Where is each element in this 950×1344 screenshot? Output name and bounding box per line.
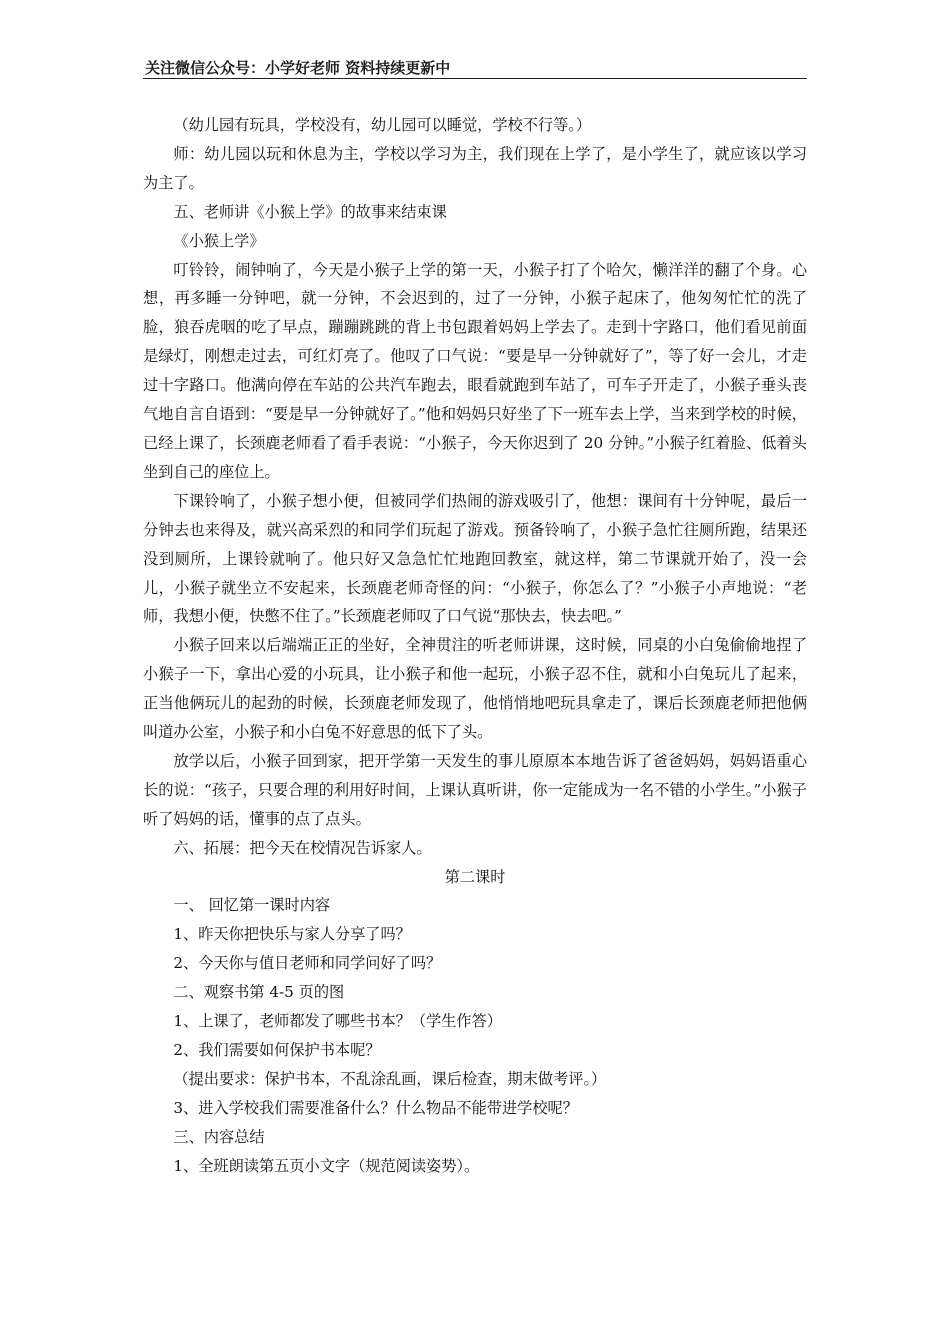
list-item: 2、我们需要如何保护书本呢？ bbox=[173, 1041, 381, 1059]
story-title: 《小猴上学》 bbox=[173, 231, 265, 250]
paragraph: 师：幼儿园以玩和休息为主，学校以学习为主，我们现在上学了，是小学生了，就应该以学习为主了。 bbox=[143, 144, 807, 192]
header-text: 关注微信公众号：小学好老师 资料持续更新中 bbox=[145, 59, 451, 77]
paragraph: 放学以后，小猴子回到家，把开学第一天发生的事儿原原本本地告诉了爸爸妈妈，妈妈语重心长的说：“孩子，只要合理的利用好时间，上课认真听讲，你一定能成为一名不错的小学生。”小猴子听了妈妈的话，懂事的点了点头。 bbox=[143, 751, 807, 828]
list-item: 1、昨天你把快乐与家人分享了吗？ bbox=[173, 925, 411, 944]
section-heading: 一、 回忆第一课时内容 bbox=[173, 896, 331, 915]
section-heading: 二、观察书第 4-5 页的图 bbox=[173, 983, 345, 1002]
section-heading: 三、内容总结 bbox=[173, 1127, 265, 1146]
paragraph: 叮铃铃，闹钟响了，今天是小猴子上学的第一天，小猴子打了个哈欠，懒洋洋的翻了个身。心想，再多睡一分钟吧，就一分钟，不会迟到的，过了一分钟，小猴子起床了，他匆匆忙忙的洗了脸，狼吞虎咽的吃了早点，蹦蹦跳跳的背上书包跟着妈妈上学去了。走到十字路口，他们看见前面是绿灯，刚想走过去，可红灯亮了。他叹了口气说：“要是早一分钟就好了”，等了好一会儿，才走过十字路口。他满向停在车站的公共汽车跑去，眼看就跑到车站了，可车子开走了，小猴子垂头丧气地自言自语到：“要是早一分钟就好了。”他和妈妈只好坐了下一班车去上学，当来到学校的时候，已经上课了，长颈鹿老师看了看手表说：“小猴子，今天你迟到了 20 分钟。”小猴子红着脸、低着头坐到自己的座位上。 bbox=[143, 260, 807, 481]
section-heading: 五、老师讲《小猴上学》的故事来结束课 bbox=[173, 202, 447, 221]
list-item: 1、上课了，老师都发了哪些书本？（学生作答） bbox=[173, 1012, 502, 1031]
lesson-title: 第二课时 bbox=[444, 867, 506, 886]
paragraph: 下课铃响了，小猴子想小便，但被同学们热闹的游戏吸引了，他想：课间有十分钟呢，最后一分钟去也来得及，就兴高采烈的和同学们玩起了游戏。预备铃响了，小猴子急忙往厕所跑，结果还没到厕所，上课铃就响了。他只好又急急忙忙地跑回教室，就这样，第二节课就开始了，没一会儿，小猴子就坐立不安起来，长颈鹿老师奇怪的问：“小猴子，你怎么了？”小猴子小声地说：“老师，我想小便，快憋不住了。”长颈鹿老师叹了口气说“那快去，快去吧。” bbox=[143, 491, 807, 626]
paragraph: 小猴子回来以后端端正正的坐好，全神贯注的听老师讲课，这时候，同桌的小白兔偷偷地捏了小猴子一下，拿出心爱的小玩具，让小猴子和他一起玩，小猴子忍不住，就和小白兔玩儿了起来，正当他俩玩儿的起劲的时候，长颈鹿老师发现了，他悄悄地吧玩具拿走了，课后长颈鹿老师把他俩叫道办公室，小猴子和小白兔不好意思的低下了头。 bbox=[143, 636, 807, 742]
list-item: 1、全班朗读第五页小文字（规范阅读姿势）。 bbox=[173, 1156, 480, 1175]
list-item: （提出要求：保护书本，不乱涂乱画，课后检查，期末做考评。） bbox=[173, 1069, 607, 1088]
paragraph: （幼儿园有玩具，学校没有，幼儿园可以睡觉，学校不行等。） bbox=[173, 116, 592, 134]
page-header bbox=[143, 56, 807, 79]
section-heading: 六、拓展：把今天在校情况告诉家人。 bbox=[173, 838, 432, 857]
document-body bbox=[143, 111, 807, 1181]
list-item: 2、今天你与值日老师和同学问好了吗？ bbox=[173, 954, 442, 973]
list-item: 3、进入学校我们需要准备什么？什么物品不能带进学校呢？ bbox=[173, 1098, 578, 1117]
